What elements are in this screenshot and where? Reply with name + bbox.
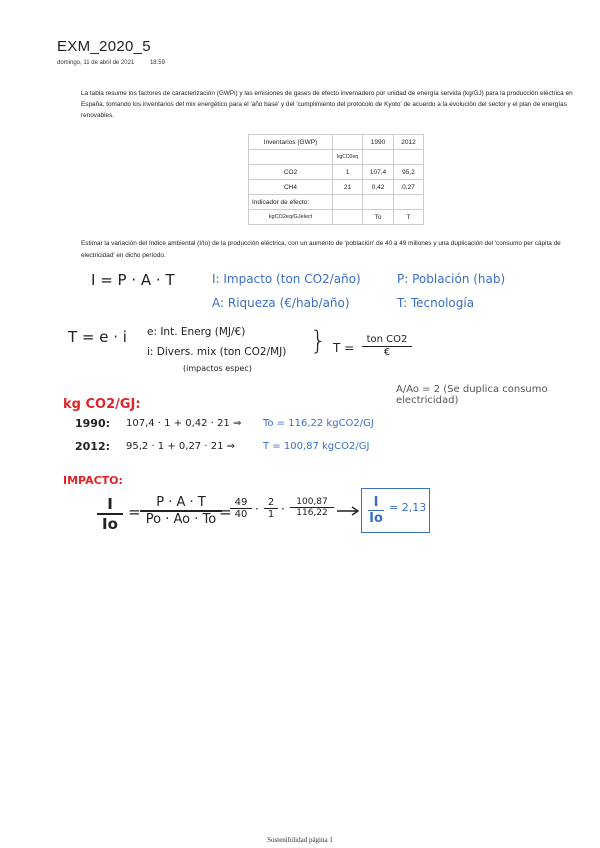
table-cell: 2012 [394,135,424,150]
fraction-denominator: Io [102,515,118,533]
table-cell: Inventarios (GWP) [249,135,333,150]
fraction-numerator: 49 [230,497,252,509]
table-cell: 0,27 [394,180,424,195]
i-note: (impactos espec) [183,364,252,373]
table-cell: 1 [333,165,363,180]
impact-definition: I: Impacto (ton CO2/año) [212,272,361,286]
intro-paragraph: La tabla resume los factores de caracterización (GWPi) y las emisiones de gases de efecto invernadero por unidad de energía servida (kg/GJ) para la producción eléctrica en España, tomando los inventarios del mix energético para el 'año base' y del 'cumplimiento del protocolo de Kyoto' de acuerdo a la evolución del sector y el plan de energías renovables. [81,90,573,120]
a-ratio-note: A/Ao = 2 (Se duplica consumo electricidad) [396,384,548,406]
task-paragraph: Estimar la variación del índice ambiental (I/Io) de la producción eléctrica, con un aumento de 'población' de 40 a 49 millones y una duplicación del 'consumo per cápita de electricidad' en dicho período. [81,240,561,259]
wealth-definition: A: Riqueza (€/hab/año) [212,296,350,310]
table-cell: To [363,210,394,225]
calc-1990-year: 1990: [75,417,111,430]
table-cell: 1990 [363,135,394,150]
page-footer: Sostenibilidad página 1 [267,836,333,844]
table-cell: kgCO2eq [333,150,363,165]
fraction-numerator: I [97,495,123,515]
t-result-label: T = [333,341,355,355]
table-cell: CO2 [249,165,333,180]
t-result-numerator: ton CO2 [362,334,412,347]
table-cell: 21 [333,180,363,195]
ipat-formula: I = P · A · T [91,271,175,289]
table-cell: Indicador de efecto: [249,195,333,210]
impact-heading: IMPACTO: [63,474,123,487]
table-cell: 95,2 [394,165,424,180]
population-definition: P: Población (hab) [397,272,506,286]
t-result-denominator: € [383,347,391,358]
fraction-denominator: 40 [234,509,248,520]
fraction-numerator: I [368,495,384,511]
fraction-denominator: Io [369,511,383,526]
t-formula: T = e · i [68,328,127,346]
calc-1990-result: To = 116,22 kgCO2/GJ [263,418,374,429]
table-cell: T [394,210,424,225]
table-cell: 107,4 [363,165,394,180]
table-cell: kgCO2eq/GJelect [249,210,333,225]
fraction-numerator: P · A · T [140,495,222,512]
calc-2012-result: T = 100,87 kgCO2/GJ [263,441,370,452]
equals-sign: = [219,503,232,521]
fraction-numerator: 2 [264,497,278,509]
fraction-denominator: 1 [267,509,275,520]
result-box [361,488,430,533]
fraction-denominator: 116,22 [296,508,328,518]
fraction-numerator: 100,87 [290,497,334,508]
fraction-denominator: Po · Ao · To [145,512,217,527]
kg-heading: kg CO2/GJ: [63,397,141,412]
calc-2012-expression: 95,2 · 1 + 0,27 · 21 ⇒ [126,441,235,452]
page-title: EXM_2020_5 [57,38,151,55]
table-cell: 0,42 [363,180,394,195]
time-text: 18:59 [149,60,165,66]
calc-1990-expression: 107,4 · 1 + 0,42 · 21 ⇒ [126,418,242,429]
equals-sign: = [128,503,141,521]
dot-sign: · [281,502,285,516]
e-definition: e: Int. Energ (MJ/€) [147,326,246,338]
date-text: domingo, 11 de abril de 2021 [57,60,135,66]
result-fraction [368,495,384,526]
right-brace-icon: } [310,326,327,356]
calc-2012-year: 2012: [75,440,111,453]
result-value: = 2,13 [389,501,427,514]
i-definition: i: Divers. mix (ton CO2/MJ) [147,346,287,358]
technology-definition: T: Tecnología [397,296,475,310]
table-cell: CH4 [249,180,333,195]
dot-sign: · [255,502,259,516]
